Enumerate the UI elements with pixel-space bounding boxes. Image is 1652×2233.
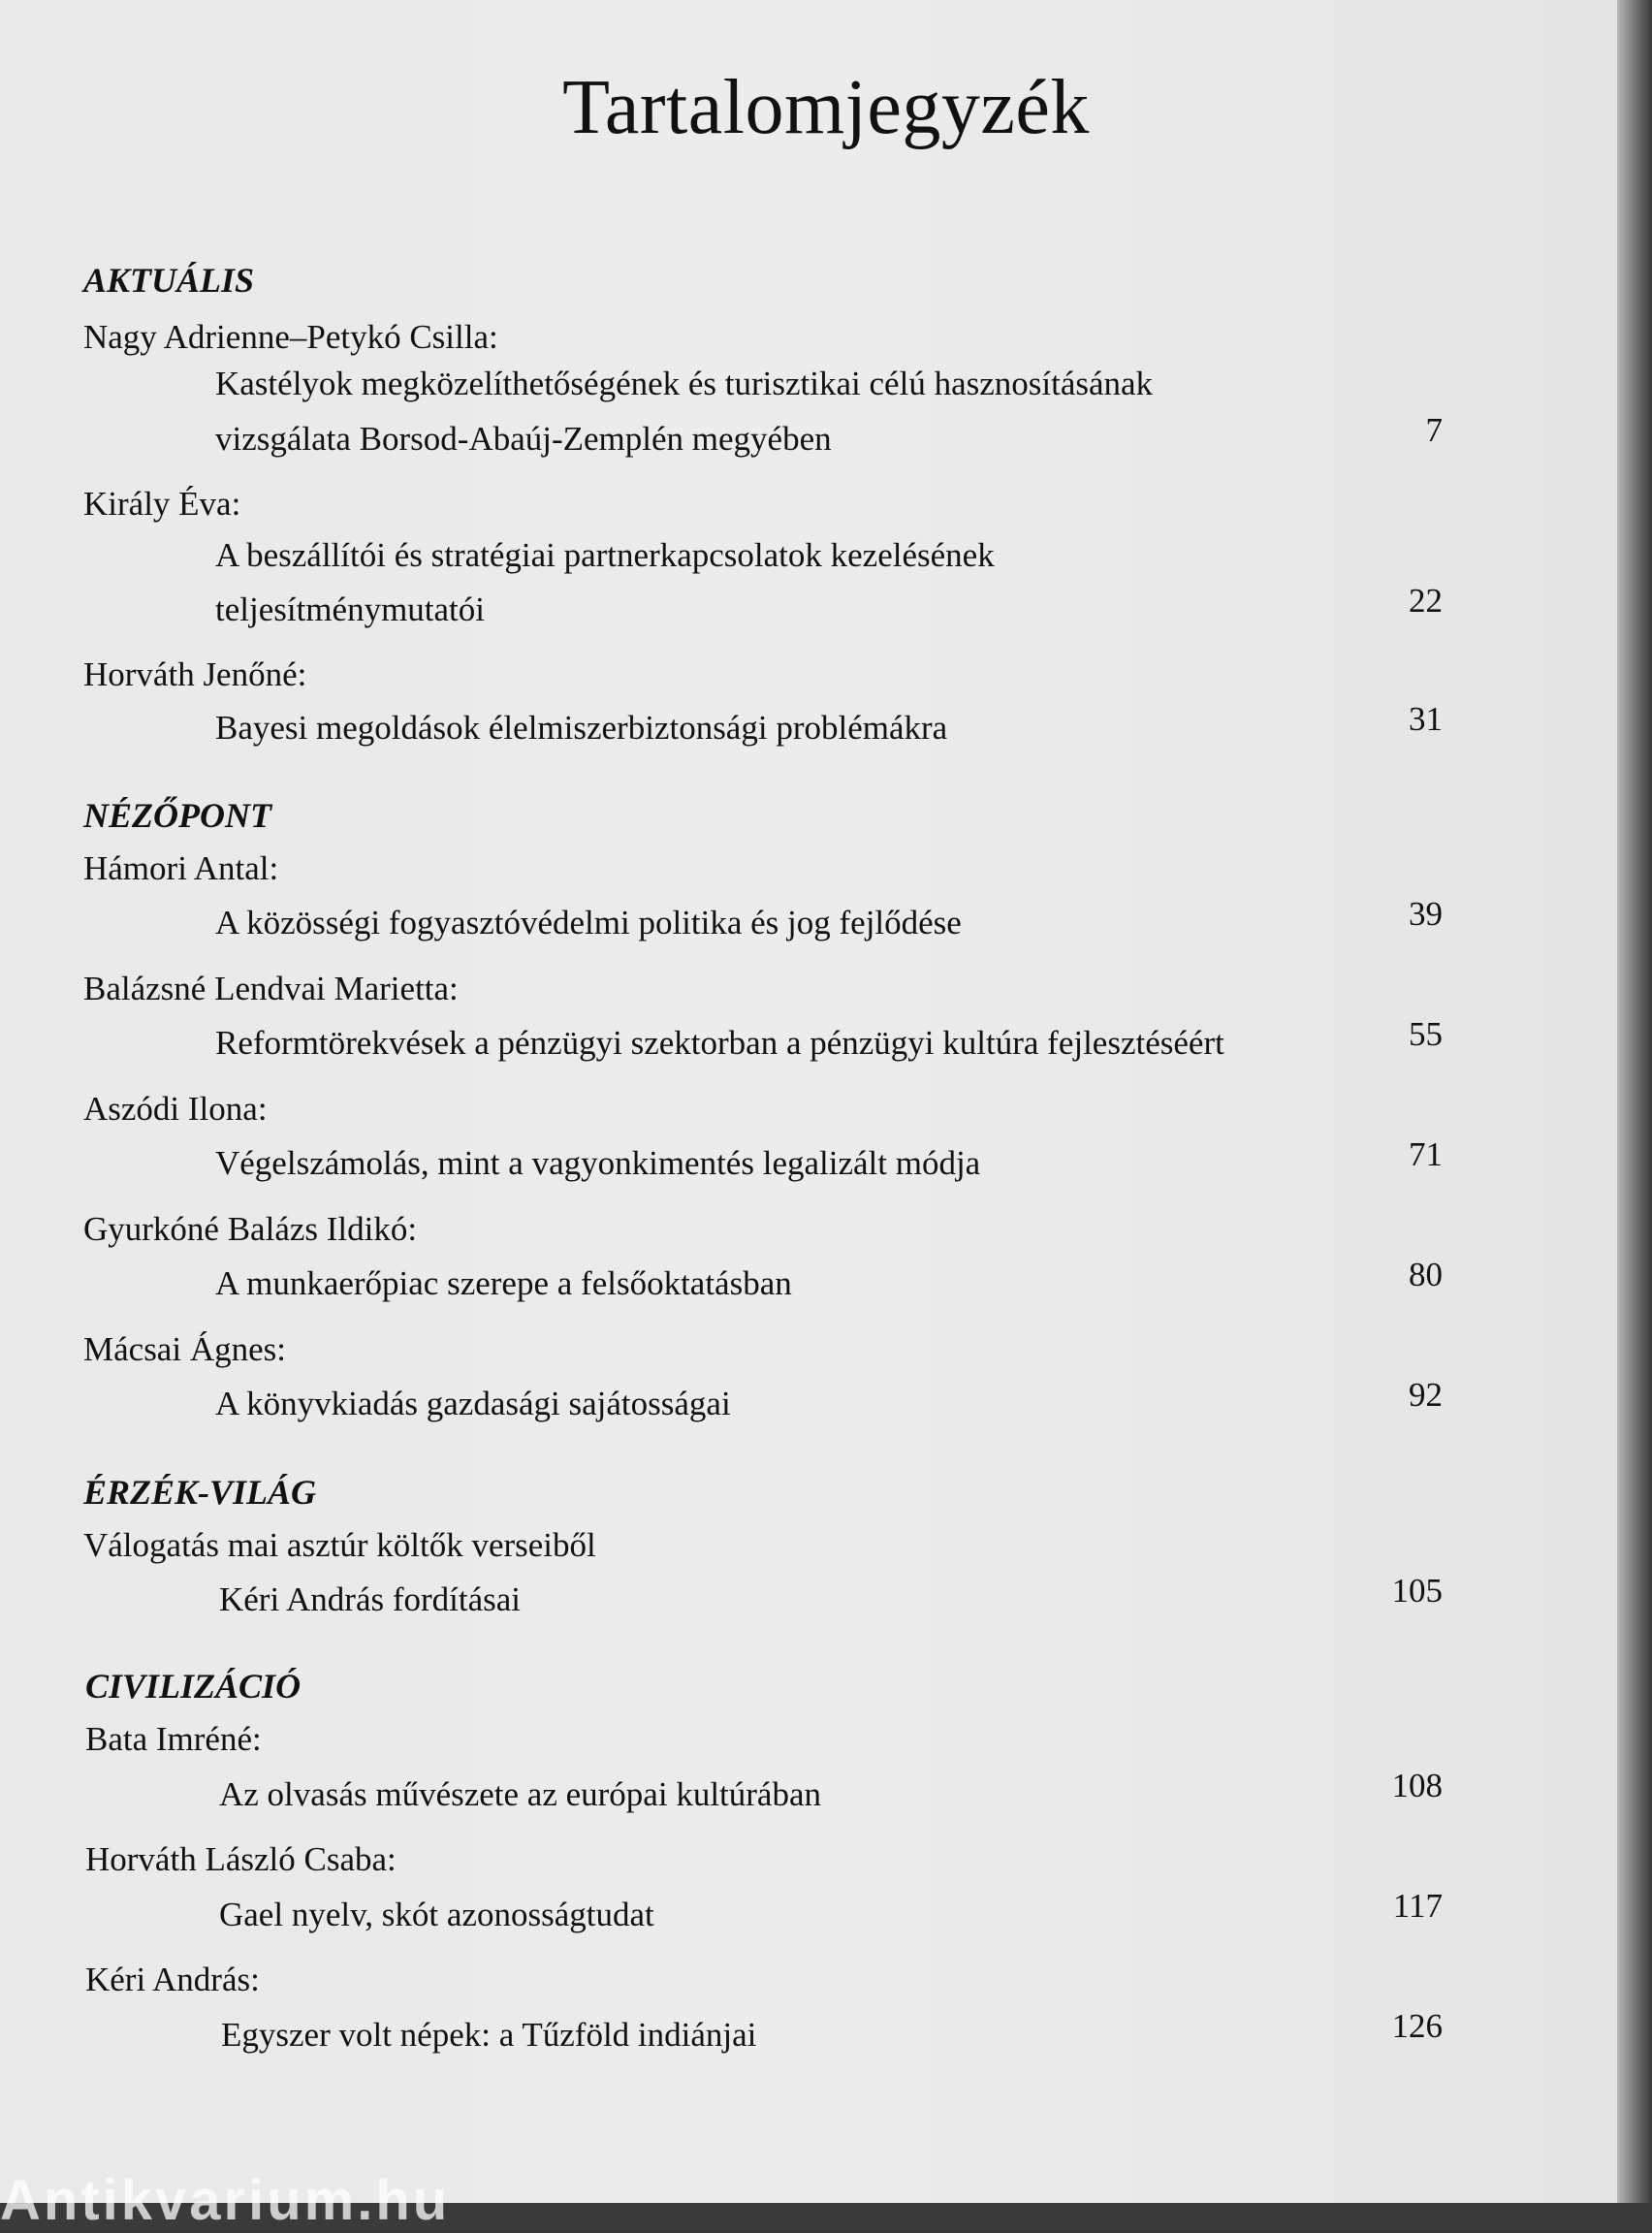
- entry-author: Kéri András:: [85, 1961, 260, 1998]
- entry-title-line: Gael nyelv, skót azonosságtudat: [219, 1896, 654, 1933]
- entry-title-line: Végelszámolás, mint a vagyonkimentés legalizált módja: [215, 1144, 981, 1182]
- entry-page-number: 92: [1409, 1376, 1443, 1414]
- entry-author: Mácsai Ágnes:: [83, 1330, 286, 1368]
- entry-page-number: 39: [1409, 895, 1443, 933]
- entry-author: Horváth Jenőné:: [83, 655, 307, 693]
- page-edge-shadow: [1617, 0, 1652, 2203]
- entry-author: Horváth László Csaba:: [85, 1840, 397, 1878]
- section-heading: NÉZŐPONT: [83, 796, 271, 835]
- entry-page-number: 117: [1392, 1887, 1443, 1925]
- entry-author: Hámori Antal:: [83, 849, 279, 887]
- entry-page-number: 108: [1391, 1767, 1443, 1804]
- section-heading: CIVILIZÁCIÓ: [85, 1667, 302, 1706]
- entry-page-number: 22: [1409, 582, 1443, 620]
- section-heading: AKTUÁLIS: [83, 261, 255, 300]
- entry-page-number: 71: [1409, 1135, 1443, 1173]
- watermark: Antikvarium.hu: [0, 2169, 451, 2232]
- entry-title-line: Bayesi megoldások élelmiszerbiztonsági problémákra: [215, 709, 948, 747]
- entry-title-line: vizsgálata Borsod-Abaúj-Zemplén megyében: [215, 420, 832, 458]
- page-title: Tartalomjegyzék: [562, 65, 1090, 150]
- entry-page-number: 7: [1425, 411, 1443, 449]
- entry-title-line: A közösségi fogyasztóvédelmi politika és jog fejlődése: [215, 904, 962, 941]
- entry-author: Aszódi Ilona:: [83, 1090, 268, 1128]
- entry-page-number: 31: [1409, 700, 1443, 738]
- entry-author: Király Éva:: [83, 485, 241, 523]
- entry-author: Válogatás mai asztúr költők verseiből: [83, 1526, 596, 1564]
- entry-title-line: Az olvasás művészete az európai kultúrában: [219, 1775, 821, 1813]
- entry-page-number: 80: [1409, 1256, 1443, 1293]
- entry-title-line: Kastélyok megközelíthetőségének és turisztikai célú hasznosításának: [215, 365, 1154, 402]
- entry-author: Bata Imréné:: [85, 1720, 262, 1758]
- entry-title-line: A beszállítói és stratégiai partnerkapcsolatok kezelésének: [215, 536, 995, 574]
- entry-author: Gyurkóné Balázs Ildikó:: [83, 1210, 418, 1248]
- entry-title-line: Egyszer volt népek: a Tűzföld indiánjai: [221, 2016, 757, 2054]
- entry-author: Balázsné Lendvai Marietta:: [83, 970, 459, 1007]
- entry-page-number: 105: [1391, 1572, 1443, 1610]
- entry-page-number: 126: [1391, 2007, 1443, 2045]
- entry-title-line: teljesítménymutatói: [215, 590, 486, 628]
- entry-title-line: A könyvkiadás gazdasági sajátosságai: [215, 1385, 731, 1422]
- section-heading: ÉRZÉK-VILÁG: [83, 1473, 317, 1512]
- entry-author: Nagy Adrienne–Petykó Csilla:: [83, 318, 498, 356]
- entry-title-line: A munkaerőpiac szerepe a felsőoktatásban: [215, 1264, 792, 1302]
- entry-page-number: 55: [1409, 1015, 1443, 1053]
- entry-title-line: Kéri András fordításai: [219, 1580, 522, 1618]
- entry-title-line: Reformtörekvések a pénzügyi szektorban a pénzügyi kultúra fejlesztéséért: [215, 1024, 1224, 1062]
